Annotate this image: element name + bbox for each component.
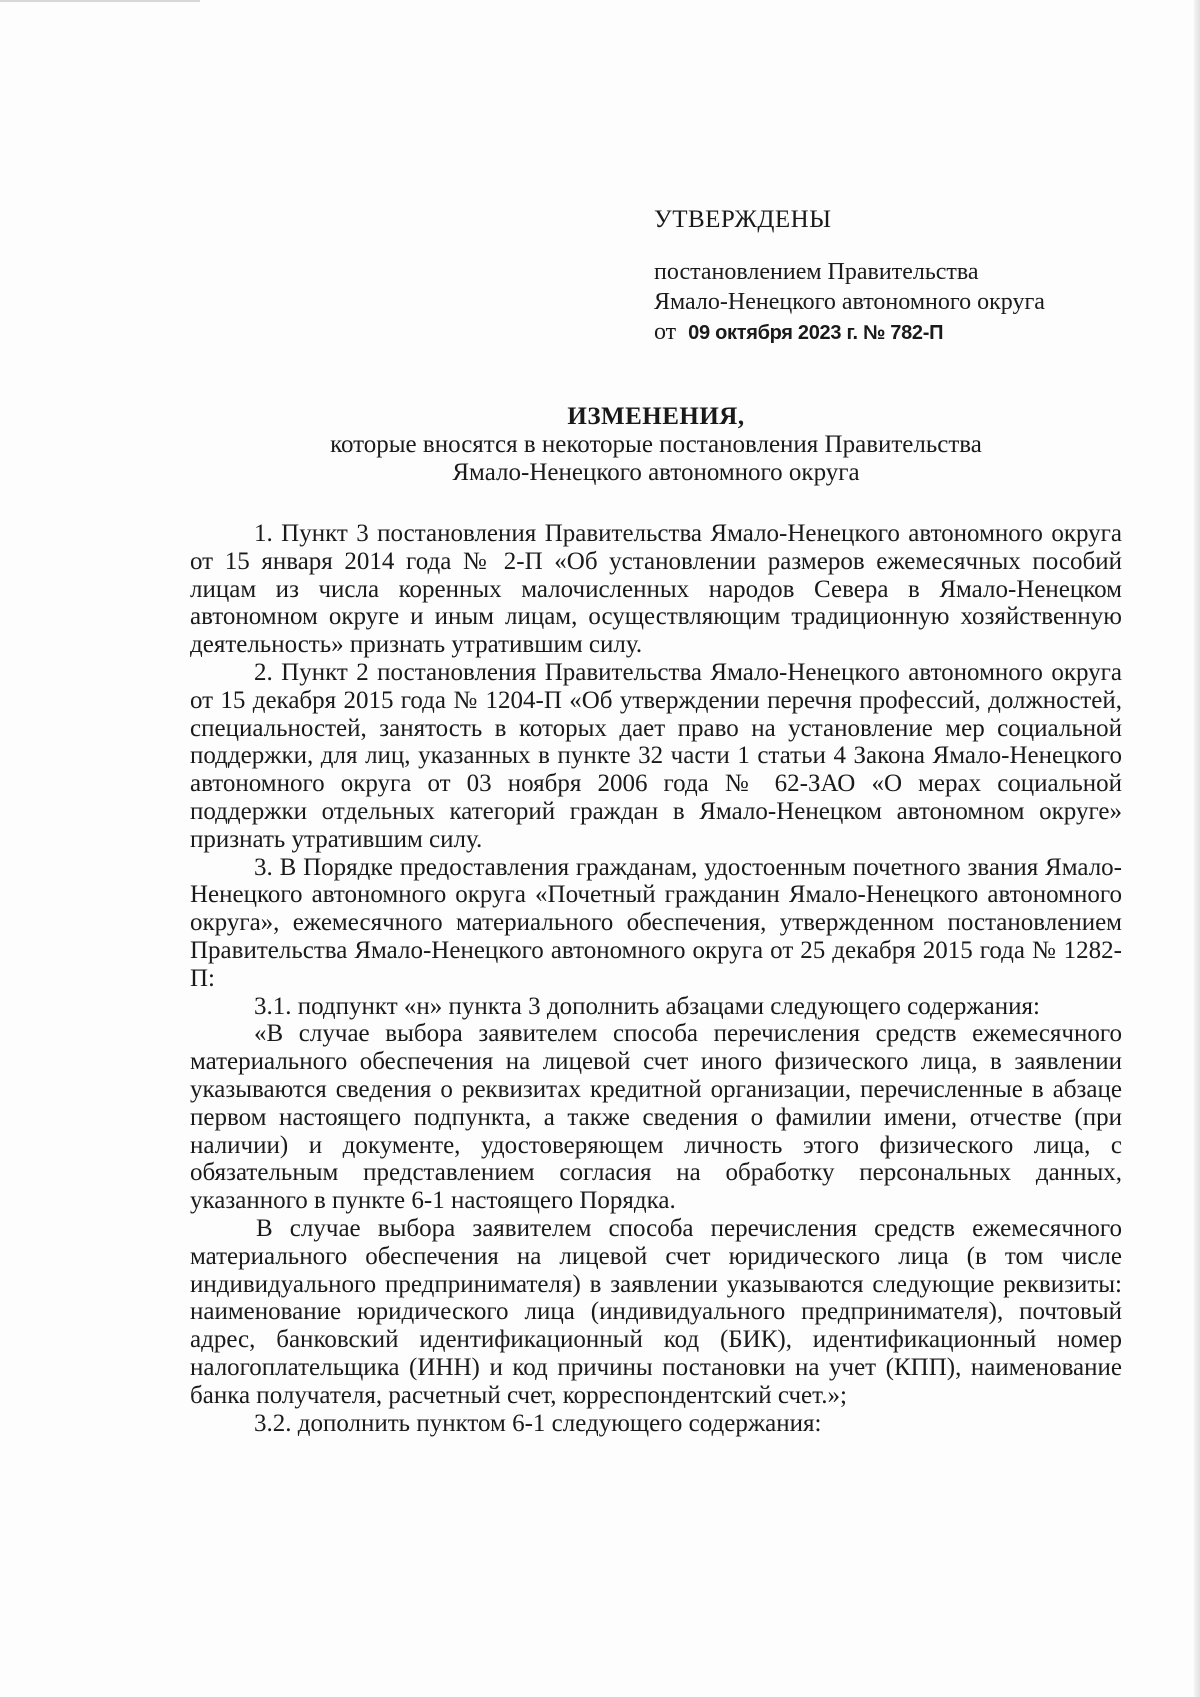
document-subtitle-line-2: Ямало-Ненецкого автономного округа: [452, 459, 860, 486]
approval-line-2: Ямало-Ненецкого автономного округа: [654, 289, 1045, 315]
document-subtitle-line-1: которые вносятся в некоторые постановления Правительства: [330, 431, 982, 458]
approval-date-prefix: от: [654, 319, 677, 345]
document-title-block: [190, 403, 1122, 487]
paragraph-3: 3. В Порядке предоставления гражданам, удостоенным почетного звания Ямало-Ненецкого автономного округа «Почетный гражданин Ямало-Ненецкого автономного округа», ежемесячного материального обеспечения, утвержденном постановлением Правительства Ямало-Ненецкого автономного округа от 25 декабря 2015 года № 1282-П:: [190, 853, 1122, 992]
paragraph-1: 1. Пункт 3 постановления Правительства Ямало-Ненецкого автономного округа от 15 января 2014 года № 2-П «Об установлении размеров ежемесячных пособий лицам из числа коренных малочисленных народов Севера в Ямало-Ненецком автономном округе и иным лицам, осуществляющим традиционную хозяйственную деятельность» признать утратившим силу.: [190, 520, 1122, 659]
paragraph-3-1: 3.1. подпункт «н» пункта 3 дополнить абзацами следующего содержания:: [254, 992, 1040, 1020]
paragraph-3-1-text-b: В случае выбора заявителем способа перечисления средств ежемесячного материального обеспечения на лицевой счет юридического лица (в том числе индивидуального предпринимателя) в заявлении указываются следующие реквизиты: наименование юридического лица (индивидуального предпринимателя), почтовый адрес, банковский идентификационный код (БИК), идентификационный номер налогоплательщика (ИНН) и код причины постановки на учет (КПП), наименование банка получателя, расчетный счет, корреспондентский счет.»;: [190, 1214, 1122, 1409]
paragraph-3-2: 3.2. дополнить пунктом 6-1 следующего содержания:: [254, 1409, 822, 1437]
approval-line-1: постановлением Правительства: [654, 259, 979, 285]
approval-date-line: [654, 317, 1134, 347]
approval-stamp-block: [654, 205, 1134, 347]
document-title: ИЗМЕНЕНИЯ,: [567, 403, 745, 430]
paragraph-2: 2. Пункт 2 постановления Правительства Ямало-Ненецкого автономного округа от 15 декабря 2015 года № 1204-П «Об утверждении перечня профессий, должностей, специальностей, занятость в которых дает право на установление мер социальной поддержки, для лиц, указанных в пункте 32 части 1 статьи 4 Закона Ямало-Ненецкого автономного округа от 03 ноября 2006 года № 62-ЗАО «О мерах социальной поддержки отдельных категорий граждан в Ямало-Ненецком автономном округе» признать утратившим силу.: [190, 658, 1122, 853]
scan-edge-top: [0, 0, 200, 2]
scan-edge-right: [1194, 0, 1200, 1697]
document-body: [190, 520, 1122, 1437]
paragraph-3-1-text-a: «В случае выбора заявителем способа перечисления средств ежемесячного материального обеспечения на лицевой счет иного физического лица, в заявлении указываются сведения о реквизитах кредитной организации, перечисленные в абзаце первом настоящего подпункта, а также сведения о фамилии имени, отчестве (при наличии) и документе, удостоверяющем личность этого физического лица, с обязательным представлением согласия на обработку персональных данных, указанного в пункте 6-1 настоящего Порядка.: [190, 1020, 1122, 1215]
approval-heading: УТВЕРЖДЕНЫ: [654, 206, 832, 233]
approval-date: 09 октября 2023 г. № 782-П: [688, 322, 944, 344]
